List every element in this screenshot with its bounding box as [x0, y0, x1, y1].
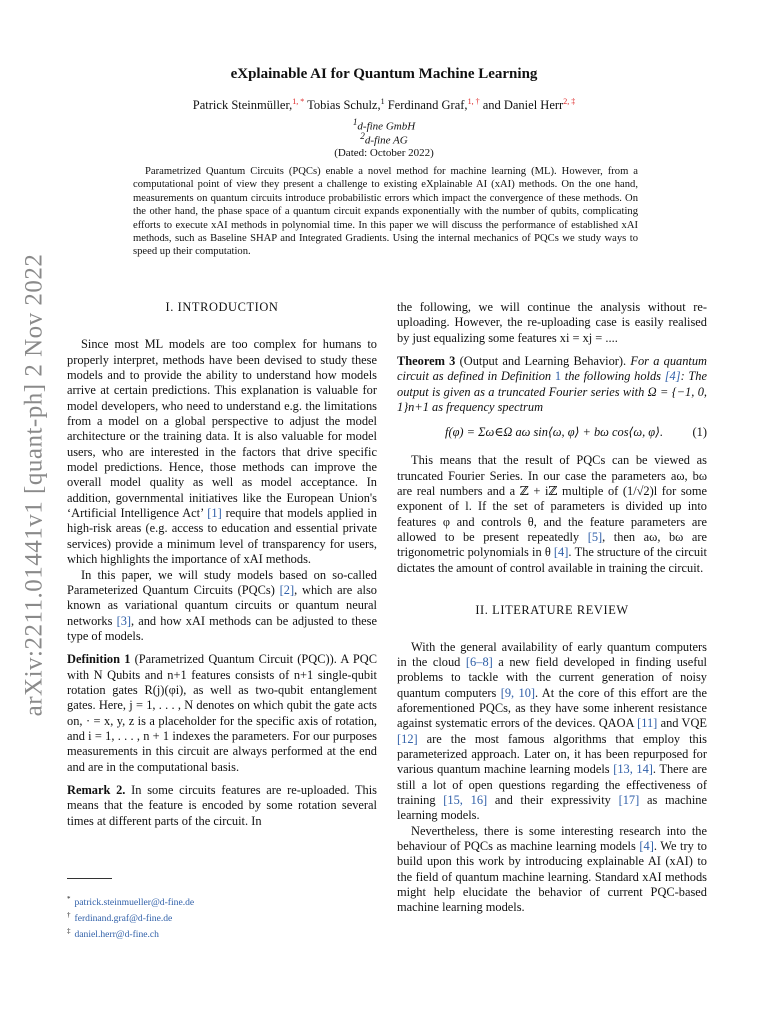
text-run: . There are still a lot of open questions regarding the effectiveness of training	[397, 762, 708, 807]
text-run: and VQE	[657, 716, 707, 731]
reference-link[interactable]: 1	[554, 369, 562, 384]
intro-paragraph	[67, 337, 377, 567]
citation-link[interactable]: [12]	[397, 731, 418, 746]
author-marks: 2, ‡	[563, 97, 576, 106]
text-run: , and how xAI methods can be adjusted to these type of models.	[67, 613, 377, 643]
affiliation-number: 2	[360, 131, 365, 141]
literature-paragraph	[397, 824, 707, 916]
citation-link[interactable]: [15, 16]	[443, 792, 488, 807]
remark-text: In some circuits features are re-uploaded. This means that the feature is encoded by some rotation several times at different parts of the circuit. In	[67, 782, 377, 828]
author-name: Patrick Steinmüller,	[192, 98, 293, 113]
citation-link[interactable]: [11]	[637, 716, 658, 731]
citation-link[interactable]: [2]	[279, 582, 295, 597]
theorem-label: Theorem 3	[397, 354, 456, 369]
text-run: require that models applied in high-risk areas (e.g. access to education and essential private services) provide a minimum level of transparency for users, which highlights the importance of xAI methods.	[67, 506, 377, 567]
text-run: , which are also known as variational quantum circuits or quantum neural networks	[67, 582, 377, 628]
citation-link[interactable]: [13, 14]	[613, 762, 653, 777]
intro-paragraph	[67, 568, 377, 645]
author-list	[0, 97, 768, 113]
footnote-divider	[67, 878, 112, 879]
definition-text: A PQC with N Qubits and n+1 features consists of n+1 single-qubit rotation gates R(j)(φi), as well as two-qubit entanglement gates. Here, j = 1, . . . , N denotes on which qubit the gate acts on, · = x, y, z is a placeholder for the specific axis of rotation, and i = 1, . . . , n + 1 indexes the parameters. For our purposes measurements in this circuit are always performed at the end and are in the computational basis.	[67, 652, 377, 774]
remark-label: Remark 2.	[67, 782, 126, 797]
email-link[interactable]: patrick.steinmueller@d-fine.de	[74, 897, 195, 909]
body-paragraph	[397, 453, 707, 576]
citation-link[interactable]: [4]	[553, 545, 569, 560]
footnote	[67, 909, 377, 925]
equation-body: f(φ) = Σω∈Ω aω sin⟨ω, φ⟩ + bω cos⟨ω, φ⟩.	[445, 424, 664, 439]
text-run: Since most ML models are too complex for humans to properly interpret, methods have been devised to study these models and to provide the ability to understand how models arrive at certain predictions. This explanation is valuable for model developers, who need to understand e.g. the limitations from a model on a global perspective to adjust the model architecture or the training data. It is also valuable for model users, who are interested in the factors that drive specific model predictions. Hence, those methods can improve the overall model quality as well as model acceptance. In addition, governmental initiatives like the European Union's ‘Artificial Intelligence Act’	[67, 337, 377, 521]
left-column	[67, 300, 377, 829]
citation-link[interactable]: [5]	[587, 530, 603, 545]
theorem-text: For a quantum circuit as defined in Definition	[397, 354, 707, 384]
citation-link[interactable]: [9, 10]	[500, 685, 536, 700]
text-run: Nevertheless, there is some interesting research into the behaviour of PQCs as machine learning models	[397, 823, 707, 853]
continued-paragraph: the following, we will continue the analysis without re-uploading. However, the re-uploading case is easily realised by just equalizing some features xi = xj = ....	[397, 300, 707, 345]
text-run: . The structure of the circuit dictates the amount of control available in training the circuit.	[397, 545, 707, 575]
citation-link[interactable]: [4]	[664, 369, 681, 384]
equation-1	[397, 415, 707, 449]
text-run: are the most famous algorithms that employ this parameterized approach. Later on, it has been repurposed for various quantum machine learning models	[397, 731, 707, 777]
literature-paragraph	[397, 640, 707, 824]
author-marks: 1, *	[292, 97, 305, 106]
footnote-mark: †	[67, 911, 71, 920]
theorem-block	[397, 354, 707, 415]
date-line: (Dated: October 2022)	[334, 147, 434, 159]
text-run: With the general availability of early quantum computers in the cloud	[397, 639, 707, 669]
affiliation-name: d-fine GmbH	[357, 120, 416, 133]
paper-title: eXplainable AI for Quantum Machine Learning	[230, 66, 538, 82]
right-column	[397, 300, 707, 916]
footnote-mark: ‡	[67, 927, 71, 936]
footnotes	[67, 893, 377, 942]
affiliation-number: 1	[352, 117, 358, 127]
affiliation	[0, 131, 768, 147]
citation-link[interactable]: [3]	[116, 613, 132, 628]
citation-link[interactable]: [1]	[207, 506, 222, 521]
author-name: Ferdinand Graf,	[387, 98, 468, 113]
text-run: and their expressivity	[487, 792, 619, 807]
citation-link[interactable]: [6–8]	[465, 654, 493, 669]
equation-number: (1)	[692, 424, 707, 439]
footnote	[67, 925, 377, 941]
author-name: Tobias Schulz,	[307, 98, 381, 113]
definition-block	[67, 652, 377, 775]
email-link[interactable]: daniel.herr@d-fine.ch	[74, 929, 159, 941]
text-run: In this paper, we will study models based on so-called Parameterized Quantum Circuits (PQCs)	[67, 567, 377, 597]
theorem-text: : The output is given as a truncated Fourier series with Ω = {−1, 0, 1}n+1 as frequency spectrum	[397, 369, 707, 415]
arxiv-identifier-text: arXiv:2211.01441v1 [quant-ph] 2 Nov 2022	[20, 253, 48, 717]
footnote	[67, 893, 377, 909]
definition-label: Definition 1	[67, 652, 131, 667]
remark-block	[67, 783, 377, 829]
section-heading-literature-review: II. LITERATURE REVIEW	[475, 603, 629, 618]
arxiv-identifier	[14, 253, 54, 717]
section-heading-introduction: I. INTRODUCTION	[165, 300, 279, 314]
text-run: , then aω, bω are trigonometric polynomials in θ	[397, 530, 707, 560]
text-run: as machine learning models.	[397, 792, 707, 823]
footnote-mark: *	[67, 895, 71, 903]
author-marks: 1	[380, 97, 385, 106]
theorem-name: (Output and Learning Behavior).	[455, 354, 627, 369]
theorem-text: the following holds	[561, 369, 665, 384]
text-run: . At the core of this effort are the aforementioned PQCs, as they have some inherent resistance against systematic errors of the devices. QAOA	[397, 685, 708, 731]
text-run: a new field developed in finding useful problems to tackle with the current generation of noisy quantum computers	[397, 654, 707, 700]
author-marks: 1, †	[467, 97, 480, 106]
definition-name: (Parametrized Quantum Circuit (PQC)).	[130, 652, 337, 667]
affiliation-name: d-fine AG	[364, 134, 408, 147]
text-run: This means that the result of PQCs can be viewed as truncated Fourier Series. In our case the parameters aω, bω are real numbers and a ℤ + iℤ multiple of (1/√2)l for some exponent of l. If the set of parameters is divided up into features φ and controls θ, and the feature parameters are allowed to be present repeatedly	[397, 453, 707, 545]
citation-link[interactable]: [17]	[618, 792, 640, 807]
text-run: . We try to build upon this work by introducing explainable AI (xAI) to the field of quantum machine learning. Standard xAI methods might help elucidate the behavior of current PQC-based machine learning models.	[397, 838, 707, 915]
abstract: Parametrized Quantum Circuits (PQCs) enable a novel method for machine learning (ML). However, from a computational point of view they present a challenge to existing eXplainable AI (xAI) methods. On the one hand, measurements on quantum circuits introduce probabilistic errors which impact the convergence of these methods. On the other hand, the phase space of a quantum circuit expands exponentially with the number of qubits, complicating efforts to execute xAI methods in polynomial time. In this paper we will discuss the performance of established xAI methods, such as Baseline SHAP and Integrated Gradients. Using the internal mechanics of PQCs we study ways to speed up their computation.	[133, 166, 638, 258]
email-link[interactable]: ferdinand.graf@d-fine.de	[74, 913, 173, 925]
author-name: and Daniel Herr	[482, 98, 564, 113]
citation-link[interactable]: [4]	[639, 838, 654, 853]
